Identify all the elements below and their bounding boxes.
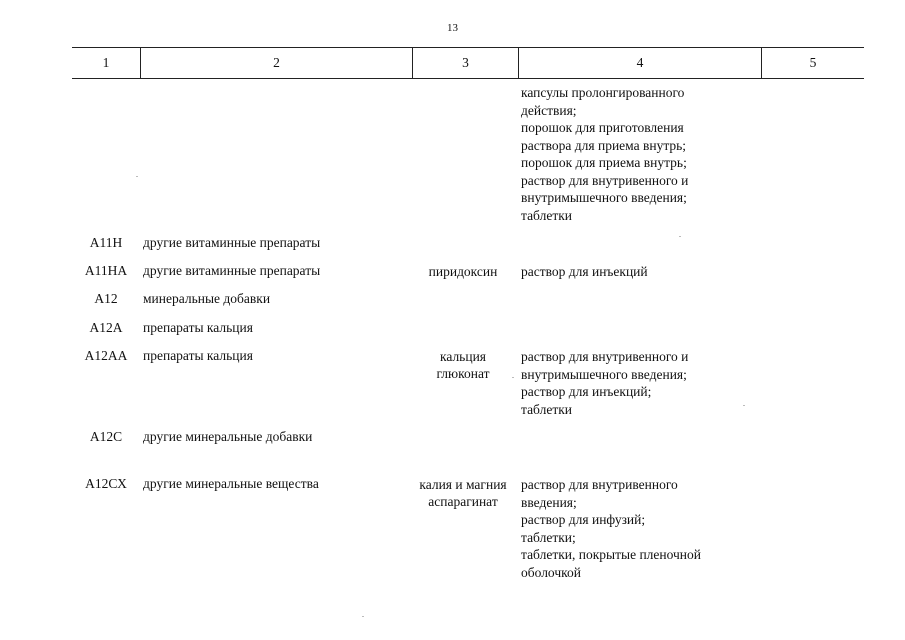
column-header-4: 4 xyxy=(518,48,761,78)
atc-code: А12АА xyxy=(84,348,128,363)
atc-code: А12СХ xyxy=(85,476,127,491)
group-name: другие витаминные препараты xyxy=(143,235,321,250)
drug-name: пиридоксин xyxy=(428,264,498,279)
scan-speck xyxy=(512,377,514,378)
table-header xyxy=(72,47,864,79)
scan-speck xyxy=(362,616,364,617)
drug-name: калия и магния аспарагинат xyxy=(419,477,507,509)
group-name: другие витаминные препараты xyxy=(143,263,321,278)
dosage-forms: раствор для внутривенного введения; раствор для инфузий; таблетки; таблетки, покрытые пленочной оболочкой xyxy=(521,477,702,580)
column-header-1: 1 xyxy=(102,55,110,70)
scan-speck xyxy=(136,176,138,177)
dosage-forms: раствор для внутривенного и внутримышечного введения; раствор для инъекций; таблетки xyxy=(521,349,689,417)
group-name: препараты кальция xyxy=(143,320,253,335)
column-header-5: 5 xyxy=(761,48,864,78)
atc-code: А12С xyxy=(89,429,123,444)
scan-speck xyxy=(679,236,681,237)
column-header-2: 2 xyxy=(140,48,412,78)
group-name: другие минеральные добавки xyxy=(143,429,313,444)
atc-code: А11Н xyxy=(89,235,123,250)
scan-speck xyxy=(743,405,745,406)
atc-code: А11НА xyxy=(84,263,128,278)
group-name: другие минеральные вещества xyxy=(143,476,319,491)
group-name: минеральные добавки xyxy=(143,291,271,306)
dosage-forms: капсулы пролонгированного действия; порошок для приготовления раствора для приема внутрь; порошок для приема внутрь; раствор для внутривенного и внутримышечного введения; таблетки xyxy=(521,85,689,223)
page-number: 13 xyxy=(447,22,458,34)
atc-code: А12А xyxy=(89,320,123,335)
drug-name: кальция глюконат xyxy=(436,349,490,381)
column-header-3: 3 xyxy=(412,48,518,78)
group-name: препараты кальция xyxy=(143,348,253,363)
dosage-forms: раствор для инъекций xyxy=(521,264,648,279)
atc-code: А12 xyxy=(94,291,118,306)
